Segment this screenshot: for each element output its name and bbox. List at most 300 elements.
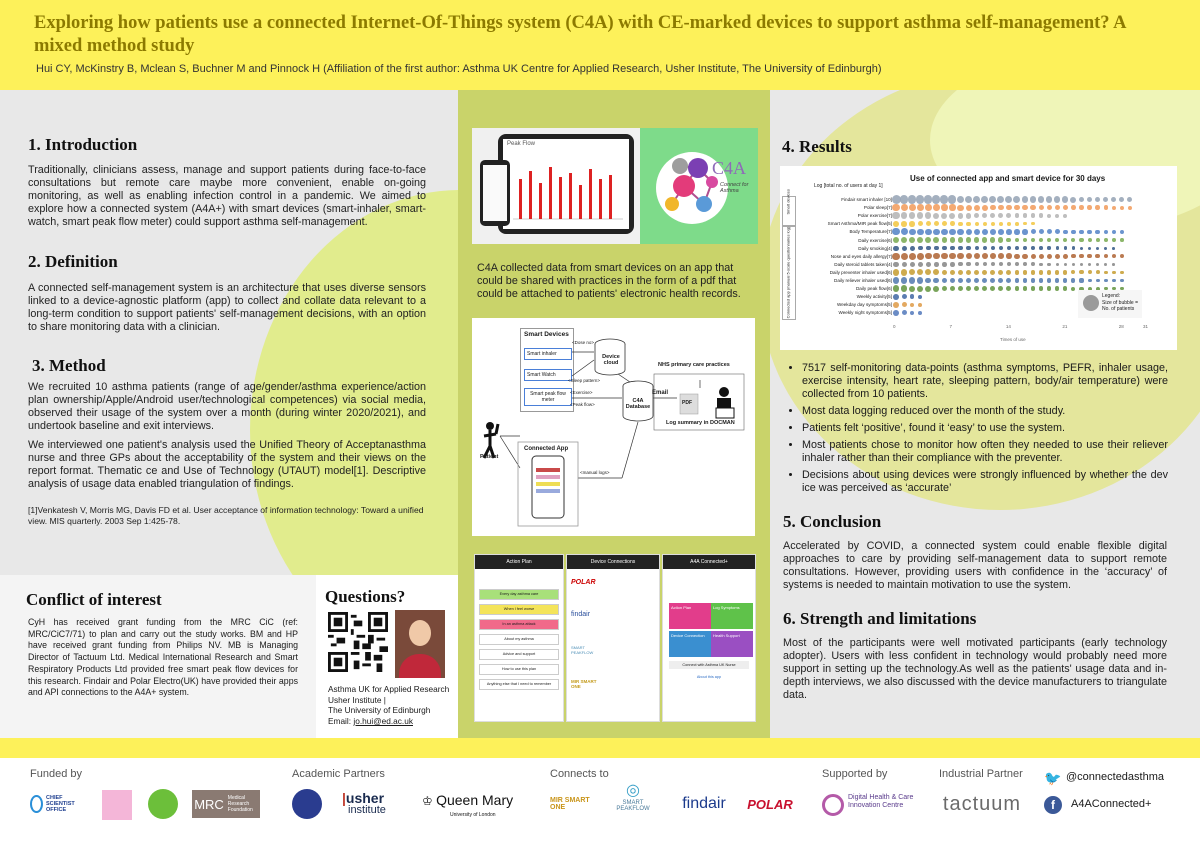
log-summary-label: Log summary in DOCMAN <box>666 420 735 426</box>
twitter-icon[interactable]: 🐦 <box>1044 770 1062 786</box>
c4a-wordmark: C4A <box>712 158 747 178</box>
chart-bubble <box>1063 238 1067 242</box>
chart-bubble <box>957 205 963 211</box>
findair-logo: findair <box>682 795 726 812</box>
chart-bubble <box>909 204 916 211</box>
chart-bubble <box>917 237 923 243</box>
chart-x-tick: 28 <box>1118 324 1124 329</box>
chart-bubble <box>950 278 956 284</box>
chart-bubble <box>1031 213 1036 218</box>
chart-bubble <box>1014 254 1019 259</box>
c4a-tagline: Connect for Asthma <box>720 182 749 194</box>
author-photo <box>395 610 445 678</box>
mir-logo: MIR SMART ONE <box>550 797 590 811</box>
chart-bubble <box>933 253 939 259</box>
chart-bubble <box>1014 229 1019 234</box>
chart-bubble <box>958 270 964 276</box>
chart-bubble <box>909 221 914 226</box>
chart-bubble <box>1088 279 1092 283</box>
chart-bubble <box>917 277 923 283</box>
group-label-app: Connected app (manual 5-scale questionnaires log) <box>785 226 791 319</box>
chart-bubble <box>893 302 899 308</box>
chart-bubble <box>893 269 899 275</box>
chart-bubble <box>1088 270 1092 274</box>
chart-bubble <box>958 262 962 266</box>
chart-bubble <box>892 253 899 260</box>
chart-bubble <box>982 229 988 235</box>
chart-bubble <box>901 285 907 291</box>
cso-logo <box>30 790 90 818</box>
qmul-text: Queen Mary <box>436 792 514 808</box>
tile-action-plan[interactable]: Action Plan <box>669 603 711 629</box>
chart-bubble <box>934 246 939 251</box>
phone1-menu <box>475 569 563 690</box>
phone3-title: A4A Connected+ <box>663 555 755 569</box>
chart-bubble <box>1087 254 1091 258</box>
chart-bubble <box>1127 197 1132 202</box>
chart-bubble <box>983 262 987 266</box>
chart-bubble <box>982 270 987 275</box>
chart-bubble <box>1031 278 1036 283</box>
chart-bubble <box>917 212 924 219</box>
chart-bubble <box>1023 213 1028 218</box>
chart-bubble <box>933 278 939 284</box>
chart-bubble <box>966 253 972 259</box>
chart-bubble <box>1104 238 1108 242</box>
results-list <box>784 362 1168 499</box>
chart-category-label: Body Temperature[7] <box>849 229 892 235</box>
chart-bubble <box>974 286 979 291</box>
chart-bubble <box>966 229 972 235</box>
chart-bubble <box>1013 196 1020 203</box>
chart-bubble <box>1071 287 1075 291</box>
chart-bubble <box>1095 230 1099 234</box>
tablet-bar-chart <box>503 149 629 229</box>
chart-bubble <box>1015 278 1020 283</box>
chart-bubble <box>1096 238 1100 242</box>
chart-xlabel: Times of use <box>1000 337 1026 342</box>
action-plan-item[interactable]: Advice and support <box>479 649 559 660</box>
chart-bubble <box>1079 270 1083 274</box>
chart-bubble <box>941 213 947 219</box>
tile-health-support[interactable]: Health Support <box>711 631 753 657</box>
conclusion-text: Accelerated by COVID, a connected system could enable flexible digital approaches to care by providing self-management data to support remote consultations. However, providing users with confidence in the ‘accuracy’ of systems is needed to maintain motivation to use the system. <box>783 540 1167 591</box>
group-label-smart: Smart devices <box>785 189 791 215</box>
chart-bubble <box>949 253 955 259</box>
chart-bubble <box>893 310 899 316</box>
chart-bubble <box>1055 229 1060 234</box>
chart-bubble <box>1039 286 1044 291</box>
chart-bubble <box>901 269 907 275</box>
chart-bubble <box>1072 263 1075 266</box>
chart-corner-label: Log [total no. of users at day 1] <box>814 183 883 189</box>
legend-text <box>1102 293 1138 313</box>
chart-bubble <box>965 196 973 204</box>
chart-bubble <box>1055 214 1059 218</box>
chart-bubble <box>982 253 988 259</box>
phone-a4a-home <box>662 554 756 722</box>
chart-bubble <box>950 237 956 243</box>
chart-bubble <box>1088 238 1092 242</box>
chart-category-label: Daily exercise[6] <box>858 237 892 243</box>
chart-x-tick: 0 <box>893 324 896 329</box>
usher-logo: |usher institute <box>342 790 386 816</box>
chart-bubble <box>974 270 979 275</box>
phone2-smartpeak: SMART PEAKFLOW <box>571 645 594 655</box>
chart-bubble <box>966 222 970 226</box>
mrc-text: MRC <box>194 796 224 812</box>
phone2-findair: findair <box>571 611 591 618</box>
facebook-handle[interactable]: A4AConnected+ <box>1071 798 1152 810</box>
chart-bubble <box>1007 222 1011 226</box>
chart-bubble <box>997 196 1004 203</box>
chart-bubble <box>1023 246 1027 250</box>
supported-by-label: Supported by <box>822 768 888 780</box>
chart-bubble <box>966 213 972 219</box>
chart-bubble <box>1104 271 1108 275</box>
chart-bubble <box>966 262 970 266</box>
legend-line-1: Legend: <box>1102 293 1121 299</box>
chart-bubble <box>966 270 971 275</box>
chart-bubble <box>991 262 995 266</box>
chart-bubble <box>1007 262 1011 266</box>
chart-category-label: Smart Asthma/MIR peak flow[5] <box>827 221 892 227</box>
chart-bubble <box>925 253 932 260</box>
chart-bubble <box>1119 197 1124 202</box>
chart-bubble <box>1055 254 1060 259</box>
chart-bubble <box>1096 270 1100 274</box>
phone-action-plan <box>474 554 564 722</box>
chart-bubble <box>974 278 979 283</box>
email-label-diagram: Email <box>652 390 669 396</box>
chart-category-label: Daily reliever inhaler used[6] <box>834 278 892 283</box>
funded-by-label: Funded by <box>30 768 82 780</box>
chart-bubble <box>990 205 996 211</box>
chart-bubble <box>981 196 989 204</box>
chart-bubble <box>934 262 939 267</box>
chart-bubble <box>1071 238 1075 242</box>
academic-partners-label: Academic Partners <box>292 768 385 780</box>
action-plan-item[interactable]: About my asthma <box>479 634 559 645</box>
chart-bubble <box>902 302 907 307</box>
chart-bubble <box>1071 278 1075 282</box>
chart-bubble <box>1038 196 1045 203</box>
chart-bubble <box>1022 205 1027 210</box>
chart-bubble <box>973 196 981 204</box>
mrc-logo <box>192 790 260 818</box>
chart-bubble <box>1095 197 1101 203</box>
chart-bubble <box>998 213 1003 218</box>
chart-bubble <box>910 246 915 251</box>
manual-logs-label: <manual logs> <box>580 470 610 475</box>
chart-bubble <box>917 204 924 211</box>
chart-bubble <box>892 228 899 235</box>
chart-bubble <box>1047 270 1051 274</box>
chart-bubble <box>1039 270 1044 275</box>
pdf-label: PDF <box>682 400 692 406</box>
chart-bubble <box>918 303 922 307</box>
chart-bubble <box>893 285 899 291</box>
chart-bubble <box>1006 253 1011 258</box>
chart-bubble <box>1047 286 1051 290</box>
phone2-polar: POLAR <box>571 579 596 586</box>
chart-bubble <box>1031 286 1036 291</box>
chart-bubble <box>942 246 947 251</box>
chart-bubble <box>942 237 948 243</box>
questions-contact <box>328 684 449 726</box>
chart-bubble <box>1120 254 1124 258</box>
tile-device-connection[interactable]: Device Connection <box>669 631 711 657</box>
chart-bubble <box>957 229 963 235</box>
chart-bubble <box>1112 271 1116 275</box>
chart-category-label: Weekday day symptoms[5] <box>836 302 892 308</box>
chart-bubble <box>1031 270 1036 275</box>
chart-bubble <box>1047 214 1051 218</box>
chart-bubble <box>1071 205 1076 210</box>
chart-bubble <box>998 229 1004 235</box>
chart-bubble <box>1103 197 1108 202</box>
chart-x-tick: 14 <box>1005 324 1011 329</box>
method-reference: [1]Venkatesh V, Morris MG, Davis FD et al. User acceptance of information technology: Toward a unified view. MIS quarterly. 2003 Sep 1:425-78. <box>28 505 424 526</box>
chart-bubble <box>942 286 948 292</box>
bubble-chart <box>780 166 1177 350</box>
chart-bubble <box>910 303 914 307</box>
chart-bubble <box>1006 286 1011 291</box>
chart-bubble <box>1047 278 1051 282</box>
chart-legend <box>1078 290 1142 318</box>
chart-bubble <box>933 229 939 235</box>
chart-bubble <box>1015 286 1020 291</box>
connect-nurse-button[interactable]: Connect with Asthma UK Nurse <box>669 661 749 669</box>
chart-bubble <box>983 246 987 250</box>
strength-text: Most of the participants were well motivated participants (early technology adopter). Users with less confident in technology would probably need more support in setting up the technology.As well as the patients' usage data and in-depth interviews, we also discussed with the device manufacturers to triangulate data. <box>783 637 1167 701</box>
action-plan-item[interactable]: When I feel worse <box>479 604 559 615</box>
twitter-handle[interactable]: @connectedasthma <box>1066 771 1165 783</box>
chart-bubble <box>1096 279 1100 283</box>
smartpeakflow-logo: ◎ SMART PEAKFLOW <box>616 782 650 812</box>
chart-bubble <box>932 195 940 203</box>
smart-peak-box: Smart peak flow meter <box>524 388 572 406</box>
chart-bubble <box>1112 279 1116 283</box>
chart-category-label: Daily smoking[4] <box>858 245 892 251</box>
tactuum-logo: tactuum <box>942 792 1022 815</box>
chart-bubble <box>990 237 995 242</box>
action-plan-item[interactable]: Every day asthma care <box>479 589 559 600</box>
chart-bubble <box>998 270 1003 275</box>
chart-bubble <box>948 195 956 203</box>
chart-bubble <box>1112 230 1116 234</box>
chart-bubble <box>909 286 915 292</box>
chart-bubble <box>1070 197 1076 203</box>
chart-bubble <box>1031 238 1036 243</box>
chart-bubble <box>974 213 980 219</box>
chart-bubble <box>949 204 955 210</box>
chart-bubble <box>998 205 1004 211</box>
chart-bubble <box>901 221 907 227</box>
connects-to-label: Connects to <box>550 768 609 780</box>
chart-bubble <box>974 253 980 259</box>
chart-bubble <box>1022 196 1029 203</box>
chart-bubble <box>941 229 947 235</box>
chart-bubble <box>1063 278 1067 282</box>
chart-bubble <box>1006 213 1011 218</box>
chart-bubble <box>950 262 954 266</box>
chart-bubble <box>917 253 924 260</box>
mrc-sub-text: Medical Research Foundation <box>227 795 253 813</box>
chart-bubble <box>983 222 987 226</box>
chart-bubble <box>998 286 1003 291</box>
asthma-uk-logo <box>102 790 132 820</box>
conflict-text: CyH has received grant funding from the MRC CiC (ref: MRC/CiC7/71) to plan and carry out the study works. BM and HP have received grant funding from Philips NV. MB is Managing Director of Tactuum Ltd. Medical International Research and Smart Respiratory Products Ltd provided free smart peak flow devices for this research. Findair and Polar Electro(UK) have provided their apps and API connections to the A4A+ system. <box>28 617 298 698</box>
legend-line-3: No. of patients <box>1102 306 1135 312</box>
chart-bubble <box>1104 263 1107 266</box>
chart-bubble <box>990 270 995 275</box>
chart-bubble <box>942 221 947 226</box>
chart-bubble <box>1080 247 1083 250</box>
smart-watch-box: Smart Watch <box>524 369 572 381</box>
chart-category-label: Daily steroid tablets taken[4] <box>834 261 892 267</box>
chart-bubble <box>1112 254 1116 258</box>
chart-bubble <box>975 222 979 226</box>
chart-bubble <box>893 294 899 300</box>
chart-bubble <box>893 237 899 243</box>
chart-bubble <box>1006 229 1011 234</box>
chart-bubble <box>901 212 908 219</box>
chart-bubble <box>950 221 955 226</box>
chart-bubble <box>1031 246 1035 250</box>
contact-email-row <box>328 716 449 727</box>
chart-bubble <box>974 237 979 242</box>
chart-bubble <box>925 237 931 243</box>
chart-category-label: Polar sleep[7] <box>863 205 892 211</box>
chart-bubble <box>950 270 956 276</box>
chart-bubble <box>1047 254 1052 259</box>
chart-bubble <box>1120 230 1124 234</box>
chart-bubble <box>901 253 908 260</box>
chart-bubble <box>918 221 923 226</box>
chart-bubble <box>1031 262 1035 266</box>
chart-bubble <box>1046 196 1052 202</box>
action-plan-item[interactable]: How to use this plan <box>479 664 559 675</box>
email-label: Email: <box>328 715 354 726</box>
tablet-title: Peak Flow <box>507 141 536 147</box>
chart-bubble <box>902 310 907 315</box>
chart-bubble <box>1063 286 1067 290</box>
chart-bubble <box>989 196 996 203</box>
chart-bubble <box>1095 254 1099 258</box>
chart-bubble <box>1023 270 1028 275</box>
chart-bubble <box>1039 278 1044 283</box>
chart-bubble <box>1079 254 1083 258</box>
chart-bubble <box>1015 213 1020 218</box>
usher-sub-text: institute <box>348 804 386 816</box>
chart-bubble <box>1054 196 1060 202</box>
chart-bubble <box>1079 230 1083 234</box>
chart-bubble <box>902 262 907 267</box>
action-plan-item[interactable]: Anything else that I need to remember <box>479 679 559 690</box>
chart-bubble <box>1055 270 1059 274</box>
chart-bubble <box>1022 254 1027 259</box>
contact-line-1: Asthma UK for Applied Research <box>328 684 450 694</box>
chart-bubble <box>1015 246 1019 250</box>
chart-category-label: Weekly night symptoms[5] <box>838 310 892 316</box>
action-plan-item[interactable]: In an asthma attack <box>479 619 559 630</box>
chart-bubble <box>918 262 923 267</box>
chart-bubble <box>1120 238 1124 242</box>
chart-bubble <box>1128 206 1132 210</box>
facebook-icon[interactable]: f <box>1044 796 1062 814</box>
chart-bubble <box>991 222 995 226</box>
chart-bubble <box>909 253 916 260</box>
chart-bubble <box>982 237 987 242</box>
chart-bubble <box>1064 263 1067 266</box>
chart-bubble <box>1039 205 1044 210</box>
chart-bubble <box>925 278 931 284</box>
chart-bubble <box>950 246 954 250</box>
patient-label: Patient <box>480 454 499 460</box>
chart-bubble <box>1055 278 1059 282</box>
chart-bubble <box>925 212 931 218</box>
chart-bubble <box>1104 205 1108 209</box>
chart-bubble <box>892 204 899 211</box>
chart-bubble <box>933 269 939 275</box>
chart-bubble <box>1056 263 1059 266</box>
chart-category-label: Findair smart inhaler [10] <box>841 197 892 202</box>
chart-bubble <box>1079 278 1083 282</box>
chart-bubble <box>966 278 971 283</box>
chart-bubble <box>1088 247 1091 250</box>
chart-bubble <box>1039 213 1043 217</box>
chart-bubble <box>1039 254 1044 259</box>
chart-bubble <box>910 311 914 315</box>
chart-bubble <box>909 277 915 283</box>
chart-bubble <box>966 246 970 250</box>
chart-bubble <box>910 262 915 267</box>
chart-bubble <box>1055 286 1059 290</box>
tile-log-symptoms[interactable]: Log Symptoms <box>711 603 753 629</box>
chart-bubble <box>975 246 979 250</box>
c4a-logo-panel <box>640 128 758 244</box>
chart-bubble <box>999 262 1003 266</box>
chart-bubble <box>926 221 931 226</box>
chart-bubble <box>975 262 979 266</box>
chart-x-tick: 7 <box>949 324 952 329</box>
chart-bubble <box>1120 271 1124 275</box>
dhi-text: Digital Health & Care Innovation Centre <box>848 794 914 809</box>
chart-bubble <box>1047 238 1051 242</box>
chart-bubble <box>892 212 899 219</box>
chart-bubble <box>1071 230 1076 235</box>
chart-bubble <box>942 278 948 284</box>
email-link[interactable]: jo.hui@ed.ac.uk <box>353 715 413 726</box>
about-app-link[interactable]: About this app <box>696 675 722 679</box>
chart-bubble <box>1062 196 1068 202</box>
chart-bubble <box>1063 230 1068 235</box>
chart-bubble <box>893 221 899 227</box>
chart-bubble <box>1120 279 1124 283</box>
chart-bubble <box>991 246 995 250</box>
conclusion-heading: 5. Conclusion <box>783 512 882 531</box>
chart-category-label: Daily preventer inhaler used[6] <box>829 269 892 275</box>
chart-bubble <box>957 196 965 204</box>
chart-bubble <box>990 278 995 283</box>
qr-code[interactable] <box>328 612 388 672</box>
chart-bubble <box>1047 246 1050 249</box>
chart-title: Use of connected app and smart device for 30 days <box>910 174 1106 183</box>
chart-bubble <box>1096 247 1099 250</box>
chart-bubble <box>933 237 939 243</box>
connected-app-label: Connected App <box>524 446 569 452</box>
